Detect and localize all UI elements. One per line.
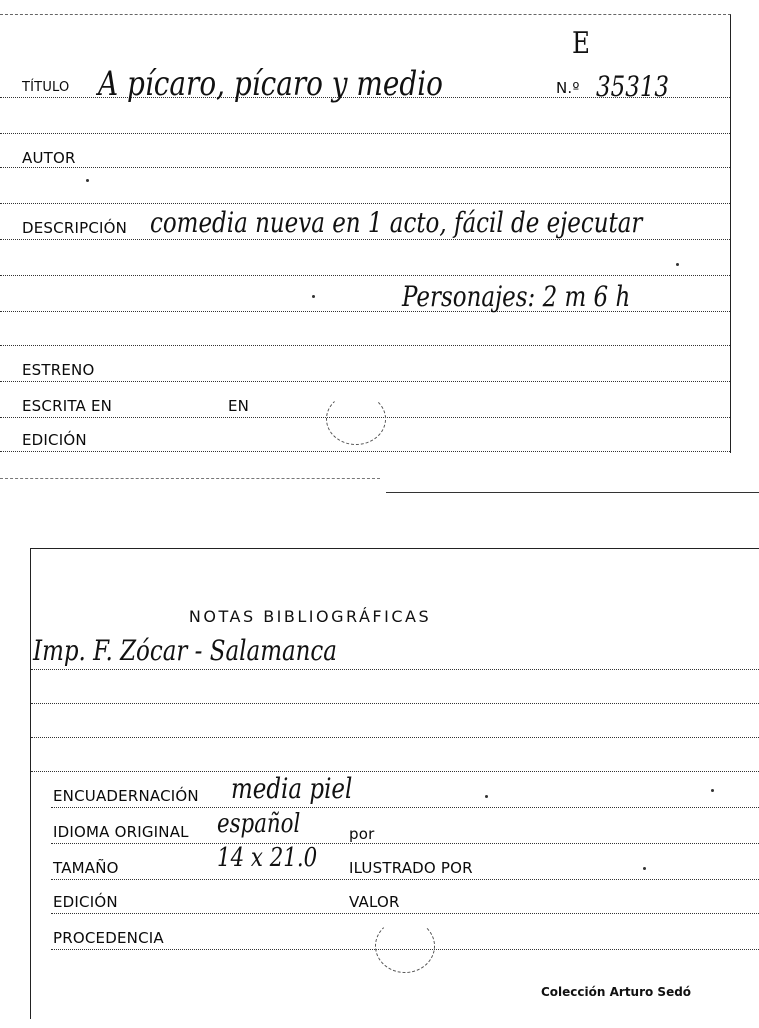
- binding-value: media piel: [231, 772, 353, 805]
- ruled-line: [51, 879, 759, 880]
- written-in-en-label: EN: [228, 397, 250, 415]
- provenance-label: PROCEDENCIA: [53, 929, 164, 947]
- edition-label: EDICIÓN: [53, 893, 118, 911]
- notes-value: Imp. F. Zócar - Salamanca: [33, 634, 337, 667]
- ruled-line: [31, 669, 759, 670]
- edition-label: EDICIÓN: [22, 431, 87, 449]
- ruled-line: [31, 771, 759, 772]
- ruled-line: [0, 381, 730, 382]
- title-value: A pícaro, pícaro y medio: [98, 64, 443, 104]
- ruled-line: [0, 451, 730, 452]
- catalog-card-front: [0, 14, 731, 453]
- scan-edge-line: [0, 478, 380, 479]
- ruled-line: [31, 703, 759, 704]
- author-label: AUTOR: [22, 149, 76, 167]
- translator-by-label: por: [349, 825, 375, 843]
- ink-speck: [711, 789, 714, 792]
- written-in-label: ESCRITA EN: [22, 397, 113, 415]
- illustrated-by-label: ILUSTRADO POR: [349, 859, 473, 877]
- ruled-line: [51, 807, 759, 808]
- premiere-label: ESTRENO: [22, 361, 95, 379]
- description-value: comedia nueva en 1 acto, fácil de ejecutar: [150, 206, 643, 239]
- number-value: 35313: [596, 70, 670, 103]
- catalog-card-back: [30, 548, 759, 1019]
- ruled-line: [0, 203, 730, 204]
- description-label: DESCRIPCIÓN: [22, 219, 128, 237]
- punch-hole: [326, 393, 386, 445]
- collection-footer: Colección Arturo Sedó: [541, 985, 692, 999]
- ink-speck: [86, 179, 89, 182]
- ink-speck: [312, 295, 315, 298]
- original-language-label: IDIOMA ORIGINAL: [53, 823, 189, 841]
- ruled-line: [51, 843, 759, 844]
- number-label: N.º: [556, 79, 580, 97]
- punch-hole: [375, 919, 435, 973]
- ink-speck: [676, 263, 679, 266]
- ruled-line: [0, 345, 730, 346]
- ink-speck: [485, 795, 488, 798]
- ruled-line: [0, 239, 730, 240]
- notes-heading: NOTAS BIBLIOGRÁFICAS: [188, 607, 432, 626]
- ruled-line: [0, 275, 730, 276]
- original-language-value: español: [217, 809, 301, 839]
- ink-speck: [643, 867, 646, 870]
- ruled-line: [51, 913, 759, 914]
- ruled-line: [31, 737, 759, 738]
- description-value-line2: Personajes: 2 m 6 h: [402, 280, 631, 313]
- scan-edge-line: [386, 492, 759, 493]
- binding-label: ENCUADERNACIÓN: [53, 787, 199, 805]
- value-label: VALOR: [349, 893, 400, 911]
- ruled-line: [0, 133, 730, 134]
- title-label: TÍTULO: [22, 80, 70, 95]
- size-label: TAMAÑO: [53, 859, 119, 877]
- category-marker: E: [572, 26, 590, 61]
- ruled-line: [0, 167, 730, 168]
- size-value: 14 x 21.0: [217, 843, 318, 873]
